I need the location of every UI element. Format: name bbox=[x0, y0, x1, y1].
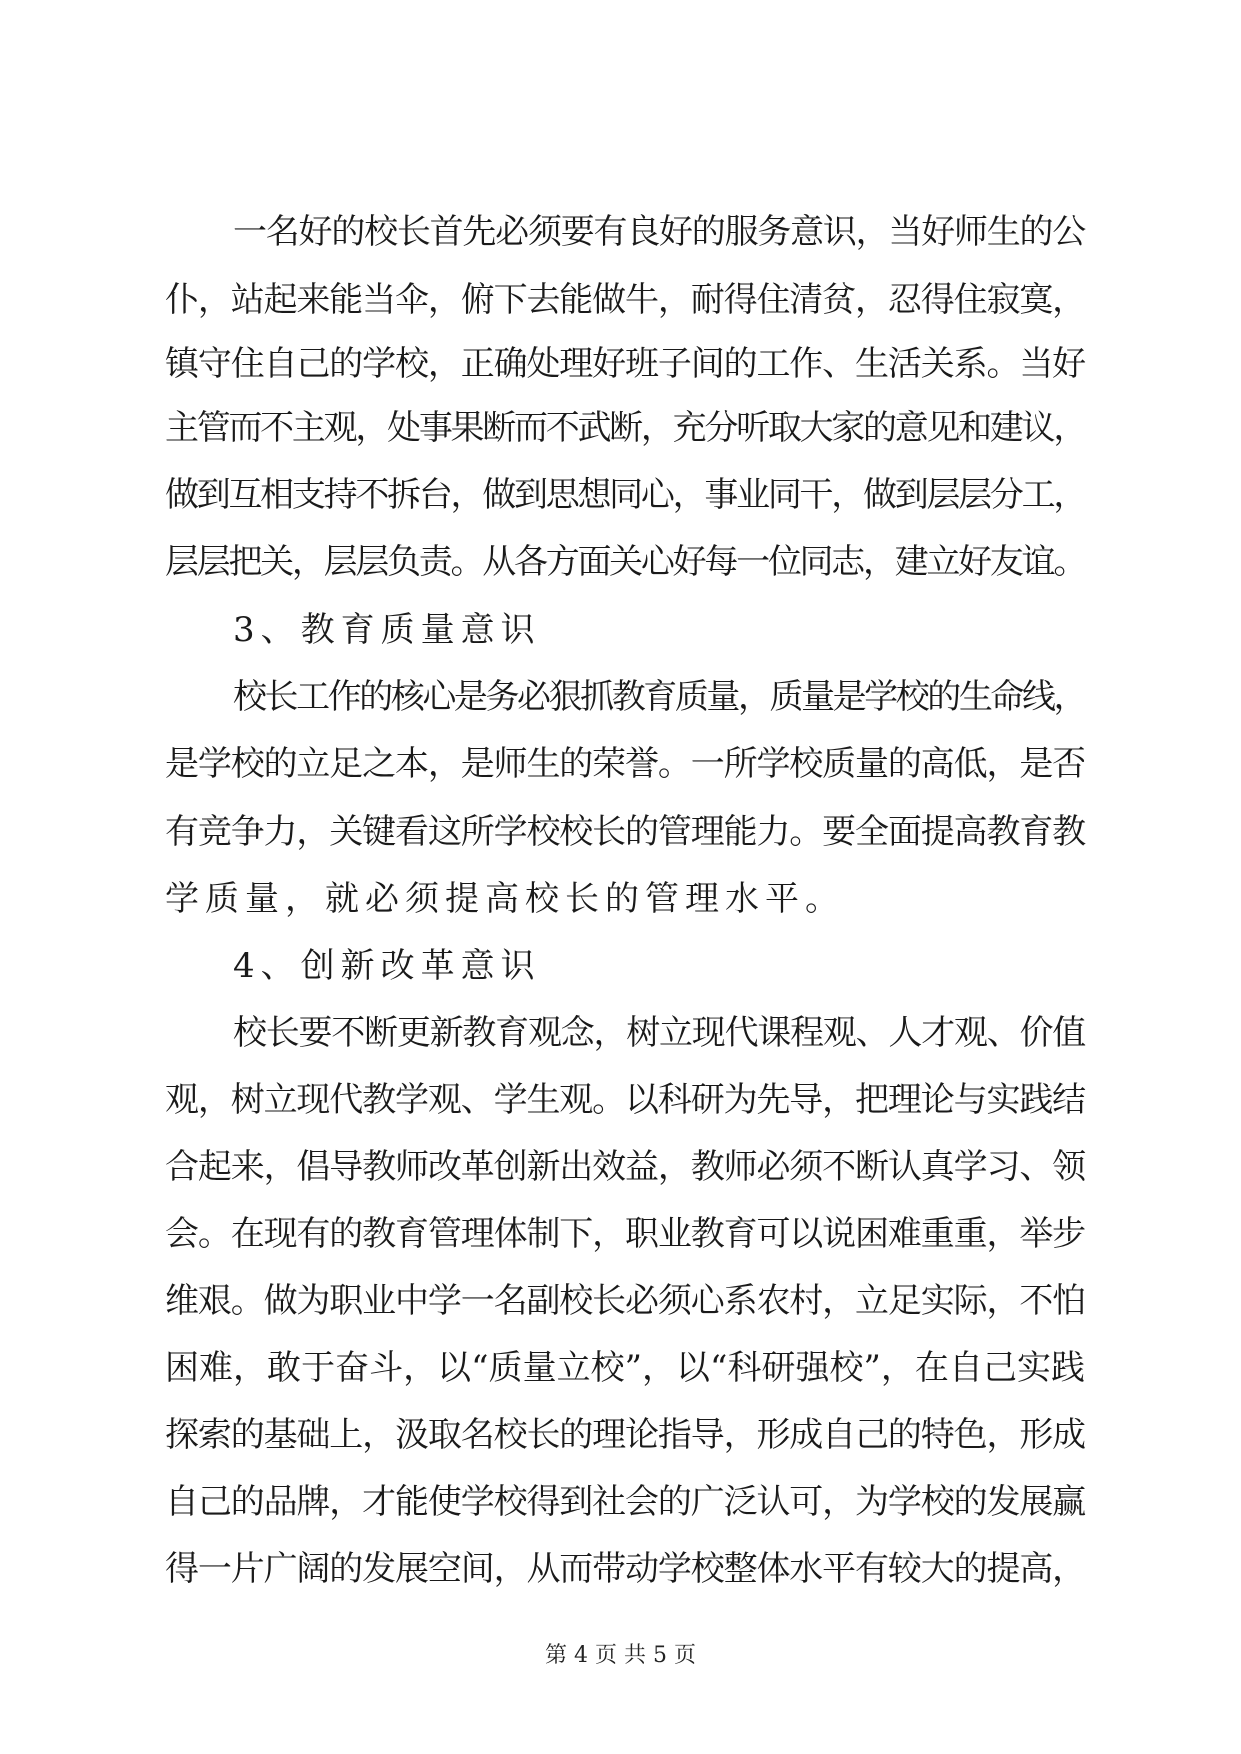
paragraph-line: 维艰。做为职业中学一名副校长必须心系农村，立足实际，不怕 bbox=[165, 1281, 1085, 1321]
paragraph-line: 观，树立现代教学观、学生观。以科研为先导，把理论与实践结 bbox=[165, 1080, 1085, 1120]
paragraph-line: 有竞争力，关键看这所学校校长的管理能力。要全面提高教育教 bbox=[165, 812, 1085, 852]
paragraph-line: 自己的品牌，才能使学校得到社会的广泛认可，为学校的发展赢 bbox=[165, 1482, 1085, 1522]
paragraph-line: 仆，站起来能当伞，俯下去能做牛，耐得住清贫，忍得住寂寞， bbox=[165, 280, 1085, 320]
page-number-footer: 第 4 页 共 5 页 bbox=[545, 1643, 696, 1668]
paragraph-line: 主管而不主观，处事果断而不武断，充分听取大家的意见和建议， bbox=[165, 408, 1085, 448]
paragraph-line: 合起来，倡导教师改革创新出效益，教师必须不断认真学习、领 bbox=[165, 1147, 1085, 1187]
paragraph-line: 校长要不断更新教育观念，树立现代课程观、人才观、价值 bbox=[233, 1013, 1085, 1053]
section-heading: 4、创新改革意识 bbox=[233, 946, 541, 986]
paragraph-line: 得一片广阔的发展空间，从而带动学校整体水平有较大的提高， bbox=[165, 1549, 1085, 1589]
paragraph-line: 镇守住自己的学校，正确处理好班子间的工作、生活关系。当好 bbox=[165, 344, 1085, 384]
paragraph-line: 层层把关，层层负责。从各方面关心好每一位同志，建立好友谊。 bbox=[165, 542, 1085, 582]
paragraph-line: 校长工作的核心是务必狠抓教育质量，质量是学校的生命线， bbox=[233, 677, 1085, 717]
paragraph-line: 一名好的校长首先必须要有良好的服务意识，当好师生的公 bbox=[233, 212, 1085, 252]
paragraph-line: 困难，敢于奋斗，以“质量立校”，以“科研强校”，在自己实践 bbox=[165, 1348, 1085, 1388]
paragraph-line: 是学校的立足之本，是师生的荣誉。一所学校质量的高低，是否 bbox=[165, 744, 1085, 784]
section-heading: 3、教育质量意识 bbox=[233, 610, 541, 650]
paragraph-line: 会。在现有的教育管理体制下，职业教育可以说困难重重，举步 bbox=[165, 1214, 1085, 1254]
paragraph-line: 学质量，就必须提高校长的管理水平。 bbox=[165, 879, 845, 919]
paragraph-line: 做到互相支持不拆台，做到思想同心，事业同干，做到层层分工， bbox=[165, 475, 1085, 515]
paragraph-line: 探索的基础上，汲取名校长的理论指导，形成自己的特色，形成 bbox=[165, 1415, 1085, 1455]
